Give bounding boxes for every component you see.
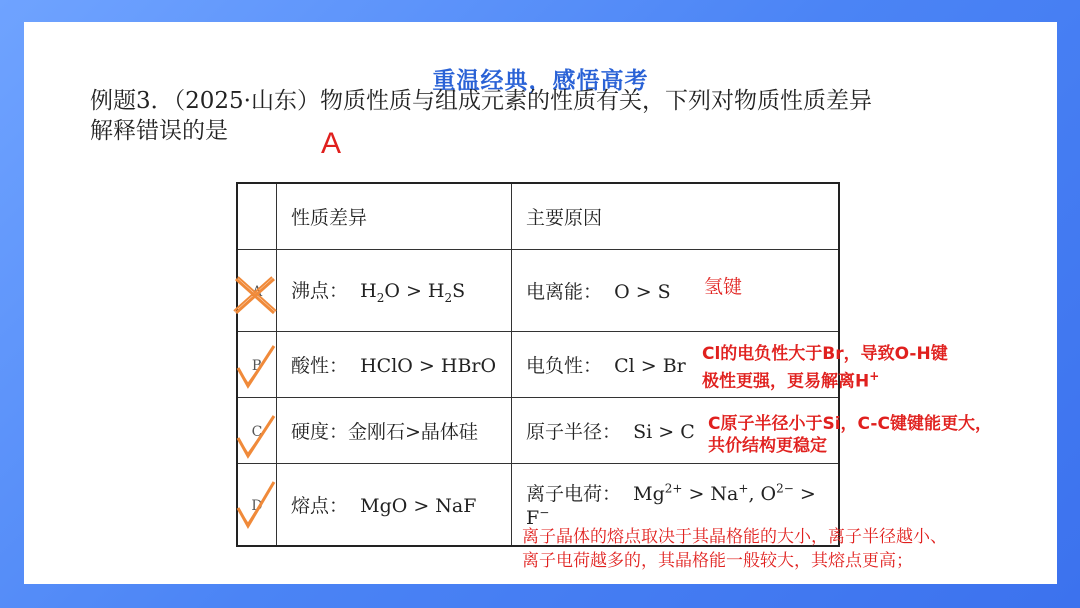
- reason-cell: [512, 249, 840, 331]
- table-header-row: [237, 183, 839, 249]
- note-b: [702, 343, 948, 393]
- row-letter-text: D: [251, 498, 263, 515]
- table-row: [237, 249, 839, 331]
- note-a: 氢键: [704, 276, 743, 298]
- note-c-line-2: 共价结构更稳定: [708, 436, 827, 456]
- reason-label: 离子电荷：: [526, 483, 622, 506]
- note-d: [522, 525, 947, 573]
- question-text: [90, 86, 1030, 146]
- slide: [24, 22, 1057, 584]
- property-expression: 金刚石>晶体硅: [348, 420, 478, 443]
- check-mark-icon: [234, 412, 278, 460]
- question-line-2: 解释错误的是: [90, 118, 228, 144]
- property-cell: [277, 463, 512, 546]
- property-expression: HClO > HBrO: [360, 354, 497, 377]
- note-b-line-1: Cl的电负性大于Br，导致O-H键: [702, 344, 948, 364]
- property-cell: [277, 331, 512, 397]
- note-c: [708, 413, 992, 457]
- check-mark-icon: [234, 478, 278, 530]
- reason-label: 原子半径：: [526, 420, 622, 443]
- question-line-1: 例题3．（2025·山东）物质性质与组成元素的性质有关，下列对物质性质差异: [90, 88, 872, 114]
- property-label: 熔点：: [291, 494, 349, 517]
- property-expression: MgO > NaF: [360, 494, 477, 517]
- row-letter-text: A: [251, 284, 263, 300]
- reason-expression: Cl > Br: [614, 354, 686, 377]
- reason-formula: $Mg^{2+} > Na^+$, $O^{2-} > F^-$: [526, 481, 816, 530]
- reason-label: 电离能：: [526, 280, 603, 303]
- reason-expression: Si > C: [633, 420, 695, 443]
- property-label: 硬度：: [291, 420, 349, 443]
- table-cell: [237, 183, 277, 249]
- header-reason: 主要原因: [512, 183, 840, 249]
- property-formula: $H_2O > H_2S$: [360, 279, 466, 305]
- note-d-line-1: 离子晶体的熔点取决于其晶格能的大小，离子半径越小、: [522, 527, 947, 547]
- reason-expression: O > S: [614, 280, 671, 303]
- note-d-line-2: 离子电荷越多的，其晶格能一般较大，其熔点更高；: [522, 551, 913, 571]
- check-mark-icon: [234, 342, 278, 390]
- row-letter-text: C: [251, 424, 263, 440]
- property-cell: [277, 249, 512, 331]
- cross-mark-icon: [232, 275, 278, 317]
- property-label: 沸点：: [291, 279, 349, 302]
- property-label: 酸性：: [291, 354, 349, 377]
- slide-title: 重温经典，感悟高考: [432, 68, 649, 94]
- row-letter-text: B: [251, 358, 263, 374]
- answer-label: A: [321, 127, 342, 160]
- property-cell: [277, 397, 512, 463]
- note-b-line-2-text: 极性更强，更易解离H: [702, 371, 870, 392]
- note-c-line-1: C原子半径小于Si，C-C键键能更大，: [708, 414, 992, 434]
- reason-label: 电负性：: [526, 354, 603, 377]
- header-property: 性质差异: [277, 183, 512, 249]
- note-b-line-2: 极性更强，更易解离H+: [702, 369, 880, 392]
